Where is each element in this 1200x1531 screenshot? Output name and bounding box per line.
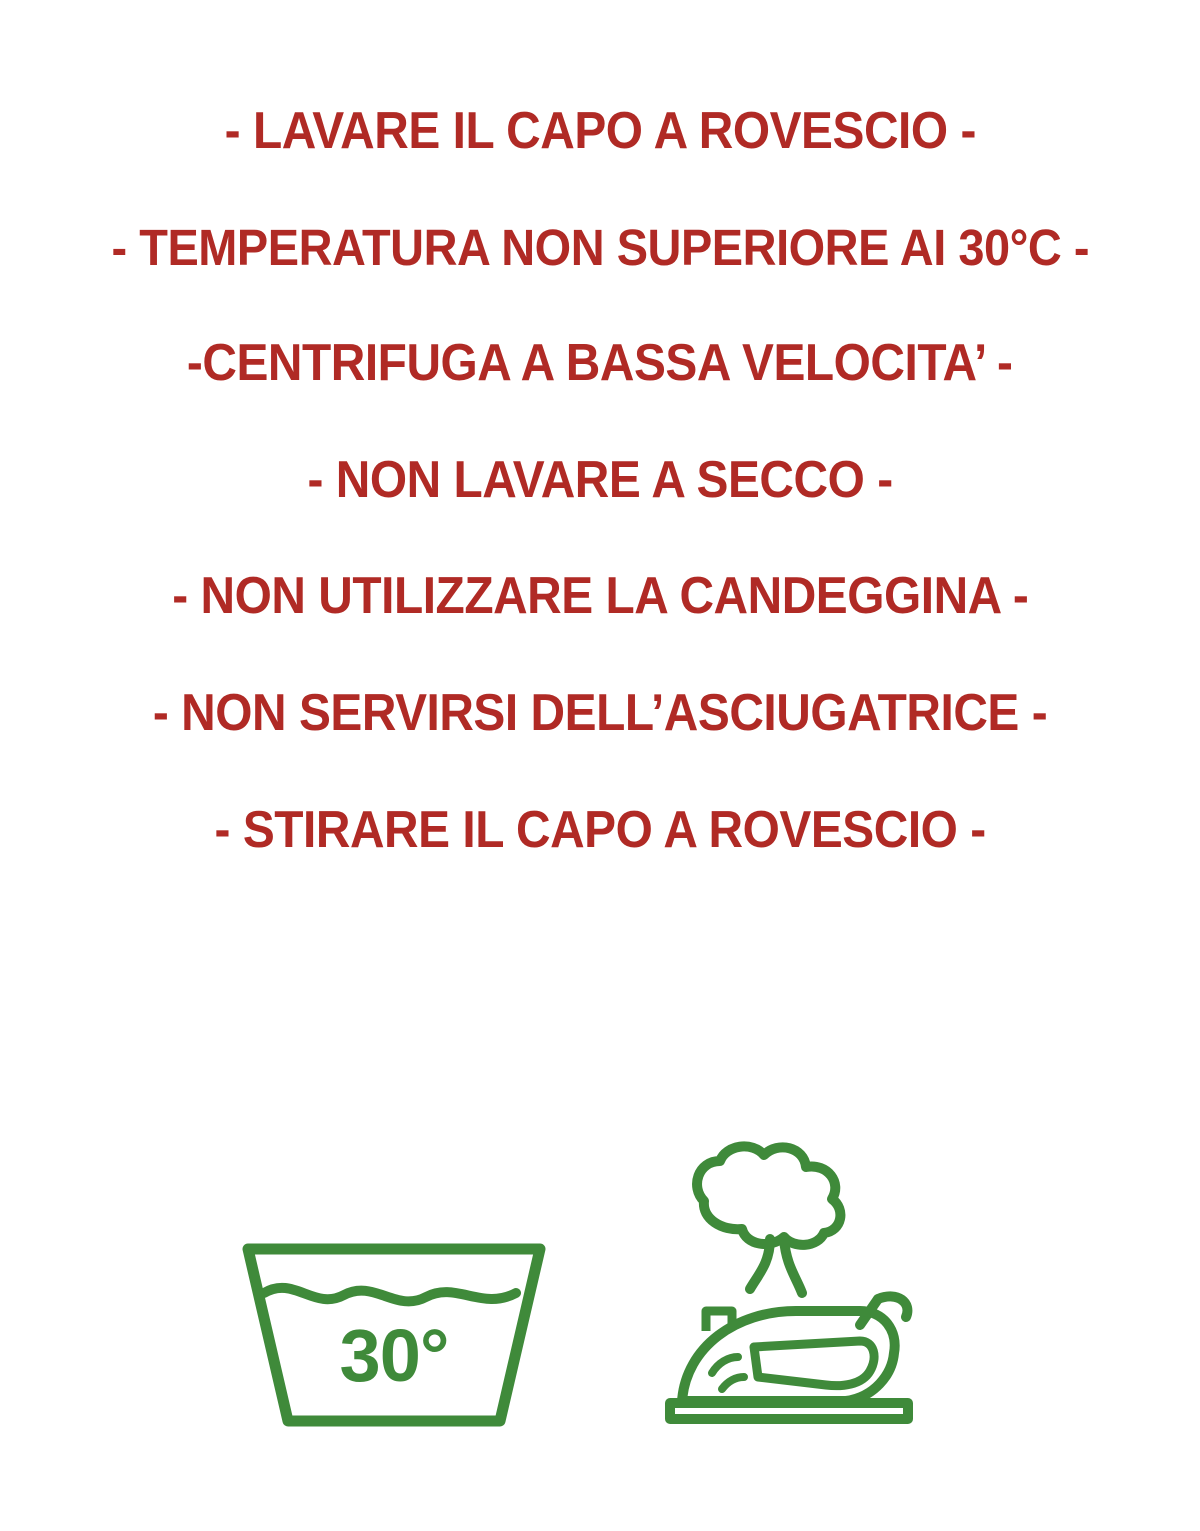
care-instruction-line: - TEMPERATURA NON SUPERIORE AI 30°C - <box>111 218 1089 276</box>
steam-iron-icon <box>646 1135 966 1435</box>
wash-temperature-label: 30° <box>339 1314 449 1397</box>
wash-tub-30-icon <box>234 1235 554 1435</box>
care-instruction-line: - NON SERVIRSI DELL’ASCIUGATRICE - <box>152 683 1048 742</box>
care-instruction-line: - NON LAVARE A SECCO - <box>307 450 893 509</box>
care-symbols-row <box>0 1135 1200 1435</box>
care-instruction-line: - NON UTILIZZARE LA CANDEGGINA - <box>171 567 1029 626</box>
care-instruction-line: - LAVARE IL CAPO A ROVESCIO - <box>224 102 976 160</box>
care-instruction-line: -CENTRIFUGA A BASSA VELOCITA’ - <box>187 334 1013 393</box>
care-instruction-line: - STIRARE IL CAPO A ROVESCIO - <box>214 800 986 859</box>
